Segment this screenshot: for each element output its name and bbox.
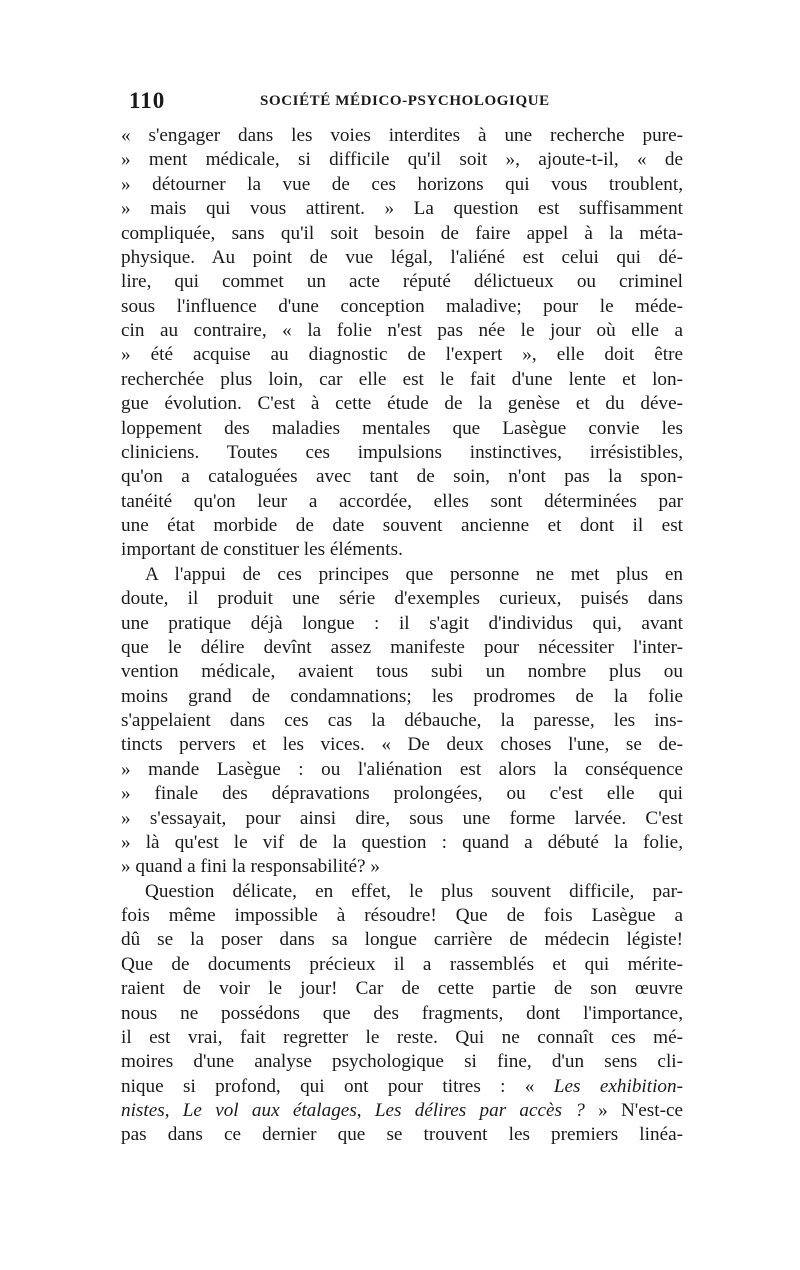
text-line: cin au contraire, « la folie n'est pas née le jour où elle a <box>121 320 683 341</box>
text-line: gue évolution. C'est à cette étude de la genèse et du déve- <box>121 393 683 415</box>
text-line: tincts pervers et les vices. « De deux choses l'une, se de- <box>121 734 683 756</box>
text-line: doute, il produit une série d'exemples curieux, puisés dans <box>121 588 683 610</box>
text-line-with-title <box>121 1075 683 1099</box>
text-line: physique. Au point de vue légal, l'aliéné est celui qui dé- <box>121 246 683 268</box>
text-line: pas dans ce dernier que se trouvent les premiers linéa- <box>121 1124 683 1146</box>
text-line: qu'on a cataloguées avec tant de soin, n'ont pas la spon- <box>121 466 683 488</box>
italic-title: Les exhibition- <box>553 1075 683 1097</box>
text-line: une état morbide de date souvent ancienne et dont il est <box>121 515 683 536</box>
page-number: 110 <box>129 88 166 113</box>
text-line: » mais qui vous attirent. » La question est suffisamment <box>121 198 683 220</box>
text-line: » détourner la vue de ces horizons qui vous troublent, <box>121 173 683 195</box>
text-line: nous ne possédons que des fragments, dont l'importance, <box>121 1002 683 1024</box>
italic-title: Les délires par accès ? <box>374 1100 585 1121</box>
paragraph-last-line: » quand a fini la responsabilité? » <box>121 856 380 878</box>
text-line: moires d'une analyse psychologique si fine, d'un sens cli- <box>121 1051 683 1073</box>
text-line: loppement des maladies mentales que Lasègue convie les <box>121 417 683 439</box>
text-line: lire, qui commet un acte réputé délictueux ou criminel <box>121 271 683 293</box>
text-line: que le délire devînt assez manifeste pour nécessiter l'inter- <box>121 636 683 658</box>
text-line: « s'engager dans les voies interdites à une recherche pure- <box>121 125 683 146</box>
italic-title: nistes <box>121 1100 165 1121</box>
text-line: il est vrai, fait regretter le reste. Qui ne connaît ces mé- <box>121 1026 683 1048</box>
text-line: fois même impossible à résoudre! Que de fois Lasègue a <box>121 905 683 926</box>
text-line: » mande Lasègue : ou l'aliénation est alors la conséquence <box>121 758 683 780</box>
text-line: » s'essayait, pour ainsi dire, sous une forme larvée. C'est <box>121 807 683 829</box>
text-line: compliquée, sans qu'il soit besoin de faire appel à la méta- <box>121 222 683 244</box>
paragraph-first-line: Question délicate, en effet, le plus souvent difficile, par- <box>145 880 683 902</box>
paragraph-first-line: A l'appui de ces principes que personne ne met plus en <box>145 563 683 585</box>
text-line: moins grand de condamnations; les prodromes de la folie <box>121 685 683 707</box>
text-line: » ment médicale, si difficile qu'il soit », ajoute-t-il, « de <box>121 149 683 171</box>
text-fragment: , <box>164 1100 183 1121</box>
text-line: raient de voir le jour! Car de cette partie de son œuvre <box>121 978 683 1000</box>
text-fragment: , <box>356 1100 375 1121</box>
text-line: dû se la poser dans sa longue carrière de médecin légiste! <box>121 929 683 951</box>
text-line: sous l'influence d'une conception maladive; pour le méde- <box>121 295 683 317</box>
text-line: cliniciens. Toutes ces impulsions instinctives, irrésistibles, <box>121 441 683 463</box>
text-line: » là qu'est le vif de la question : quand a débuté la folie, <box>121 831 683 853</box>
text-fragment: nique si profond, qui ont pour titres : « <box>121 1075 554 1097</box>
text-line: s'appelaient dans ces cas la débauche, la paresse, les ins- <box>121 710 683 731</box>
text-line: » finale des dépravations prolongées, ou c'est elle qui <box>121 783 683 805</box>
body-text <box>121 124 683 1148</box>
text-line: vention médicale, avaient tous subi un nombre plus ou <box>121 661 683 683</box>
text-line: une pratique déjà longue : il s'agit d'individus qui, avant <box>121 612 683 634</box>
text-line: Que de documents précieux il a rassemblés et qui mérite- <box>121 953 683 975</box>
text-line: tanéité qu'on leur a accordée, elles sont déterminées par <box>121 490 683 512</box>
text-line-with-titles <box>121 1099 683 1123</box>
italic-title: Le vol aux étalages <box>182 1100 357 1121</box>
page-header <box>123 88 678 118</box>
text-line: » été acquise au diagnostic de l'expert », elle doit être <box>121 344 683 366</box>
text-fragment: » N'est-ce <box>584 1100 683 1121</box>
text-line: recherchée plus loin, car elle est le fait d'une lente et lon- <box>121 368 683 390</box>
paragraph-last-line: important de constituer les éléments. <box>121 539 403 561</box>
running-title: SOCIÉTÉ MÉDICO-PSYCHOLOGIQUE <box>260 93 550 109</box>
